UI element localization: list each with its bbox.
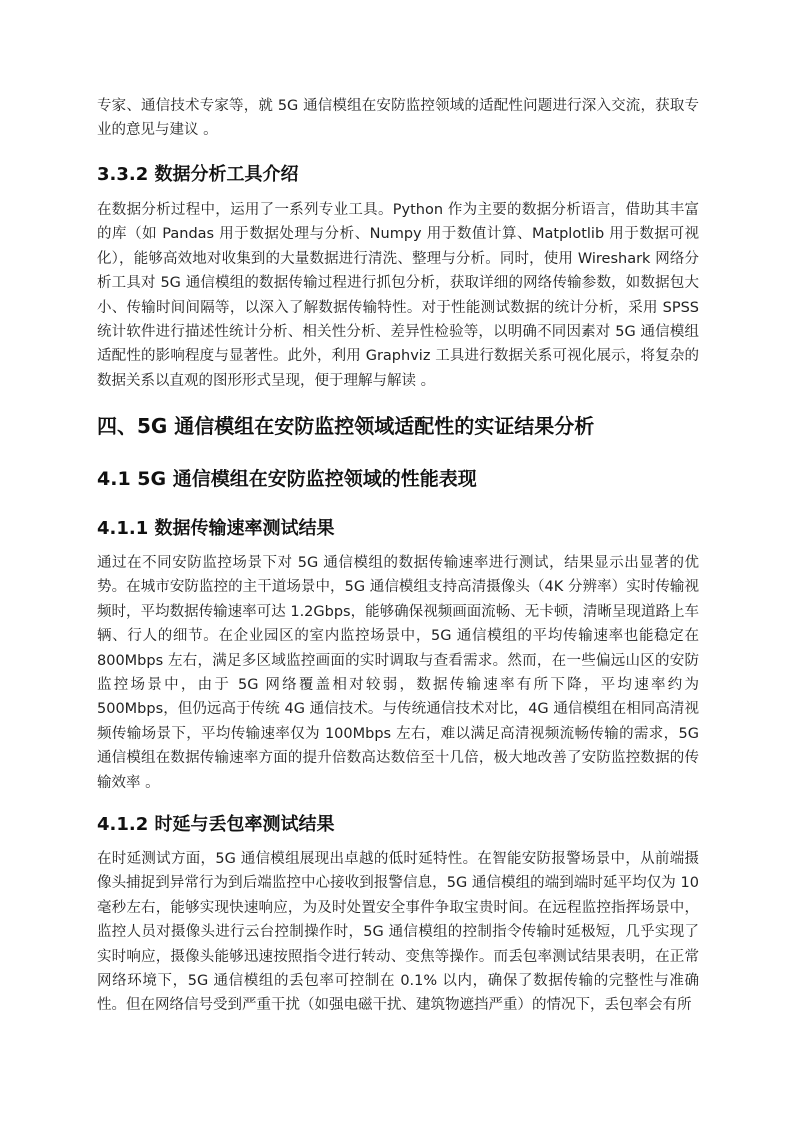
intro-paragraph: 专家、通信技术专家等，就 5G 通信模组在安防监控领域的适配性问题进行深入交流，获取专业的意见与建议 。 <box>97 98 699 139</box>
section-heading-4-1-1: 4.1.1 数据传输速率测试结果 <box>97 518 335 539</box>
paragraph-4-1-1: 通过在不同安防监控场景下对 5G 通信模组的数据传输速率进行测试，结果显示出显著的优势。在城市安防监控的主干道场景中，5G 通信模组支持高清摄像头（4K 分辨率）实时传输视频时，平均数据传输速率可达 1.2Gbps，能够确保视频画面流畅、无卡顿，清晰呈现道路上车辆、行人的细节。在企业园区的室内监控场景中，5G 通信模组的平均传输速率也能稳定在 800Mbps 左右，满足多区域监控画面的实时调取与查看需求。然而，在一些偏远山区的安防监控场景中，由于 5G 网络覆盖相对较弱，数据传输速率有所下降，平均速率约为 500Mbps，但仍远高于传统 4G 通信技术。与传统通信技术对比，4G 通信模组在相同高清视频传输场景下，平均传输速率仅为 100Mbps 左右，难以满足高清视频流畅传输的需求，5G 通信模组在数据传输速率方面的提升倍数高达数倍至十几倍，极大地改善了安防监控数据的传输效率 。 <box>97 555 699 791</box>
section-heading-4-1: 4.1 5G 通信模组在安防监控领域的性能表现 <box>97 468 477 490</box>
paragraph-4-1-2: 在时延测试方面，5G 通信模组展现出卓越的低时延特性。在智能安防报警场景中，从前端摄像头捕捉到异常行为到后端监控中心接收到报警信息，5G 通信模组的端到端时延平均仅为 10 毫秒左右，能够实现快速响应，为及时处置安全事件争取宝贵时间。在远程监控指挥场景中，监控人员对摄像头进行云台控制操作时，5G 通信模组的控制指令传输时延极短，几乎实现了实时响应，摄像头能够迅速按照指令进行转动、变焦等操作。而丢包率测试结果表明，在正常网络环境下，5G 通信模组的丢包率可控制在 0.1% 以内，确保了数据传输的完整性与准确性。但在网络信号受到严重干扰（如强电磁干扰、建筑物遮挡严重）的情况下，丢包率会有所 <box>97 851 699 1014</box>
chapter-heading-4: 四、5G 通信模组在安防监控领域适配性的实证结果分析 <box>97 414 595 438</box>
section-heading-3-3-2: 3.3.2 数据分析工具介绍 <box>97 164 299 185</box>
section-heading-4-1-2: 4.1.2 时延与丢包率测试结果 <box>97 814 335 835</box>
paragraph-3-3-2: 在数据分析过程中，运用了一系列专业工具。Python 作为主要的数据分析语言，借助其丰富的库（如 Pandas 用于数据处理与分析、Numpy 用于数值计算、Matplotlib 用于数据可视化），能够高效地对收集到的大量数据进行清洗、整理与分析。同时，使用 Wireshark 网络分析工具对 5G 通信模组的数据传输过程进行抓包分析，获取详细的网络传输参数，如数据包大小、传输时间间隔等，以深入了解数据传输特性。对于性能测试数据的统计分析，采用 SPSS 统计软件进行描述性统计分析、相关性分析、差异性检验等，以明确不同因素对 5G 通信模组适配性的影响程度与显著性。此外，利用 Graphviz 工具进行数据关系可视化展示，将复杂的数据关系以直观的图形形式呈现，便于理解与解读 。 <box>97 202 699 389</box>
